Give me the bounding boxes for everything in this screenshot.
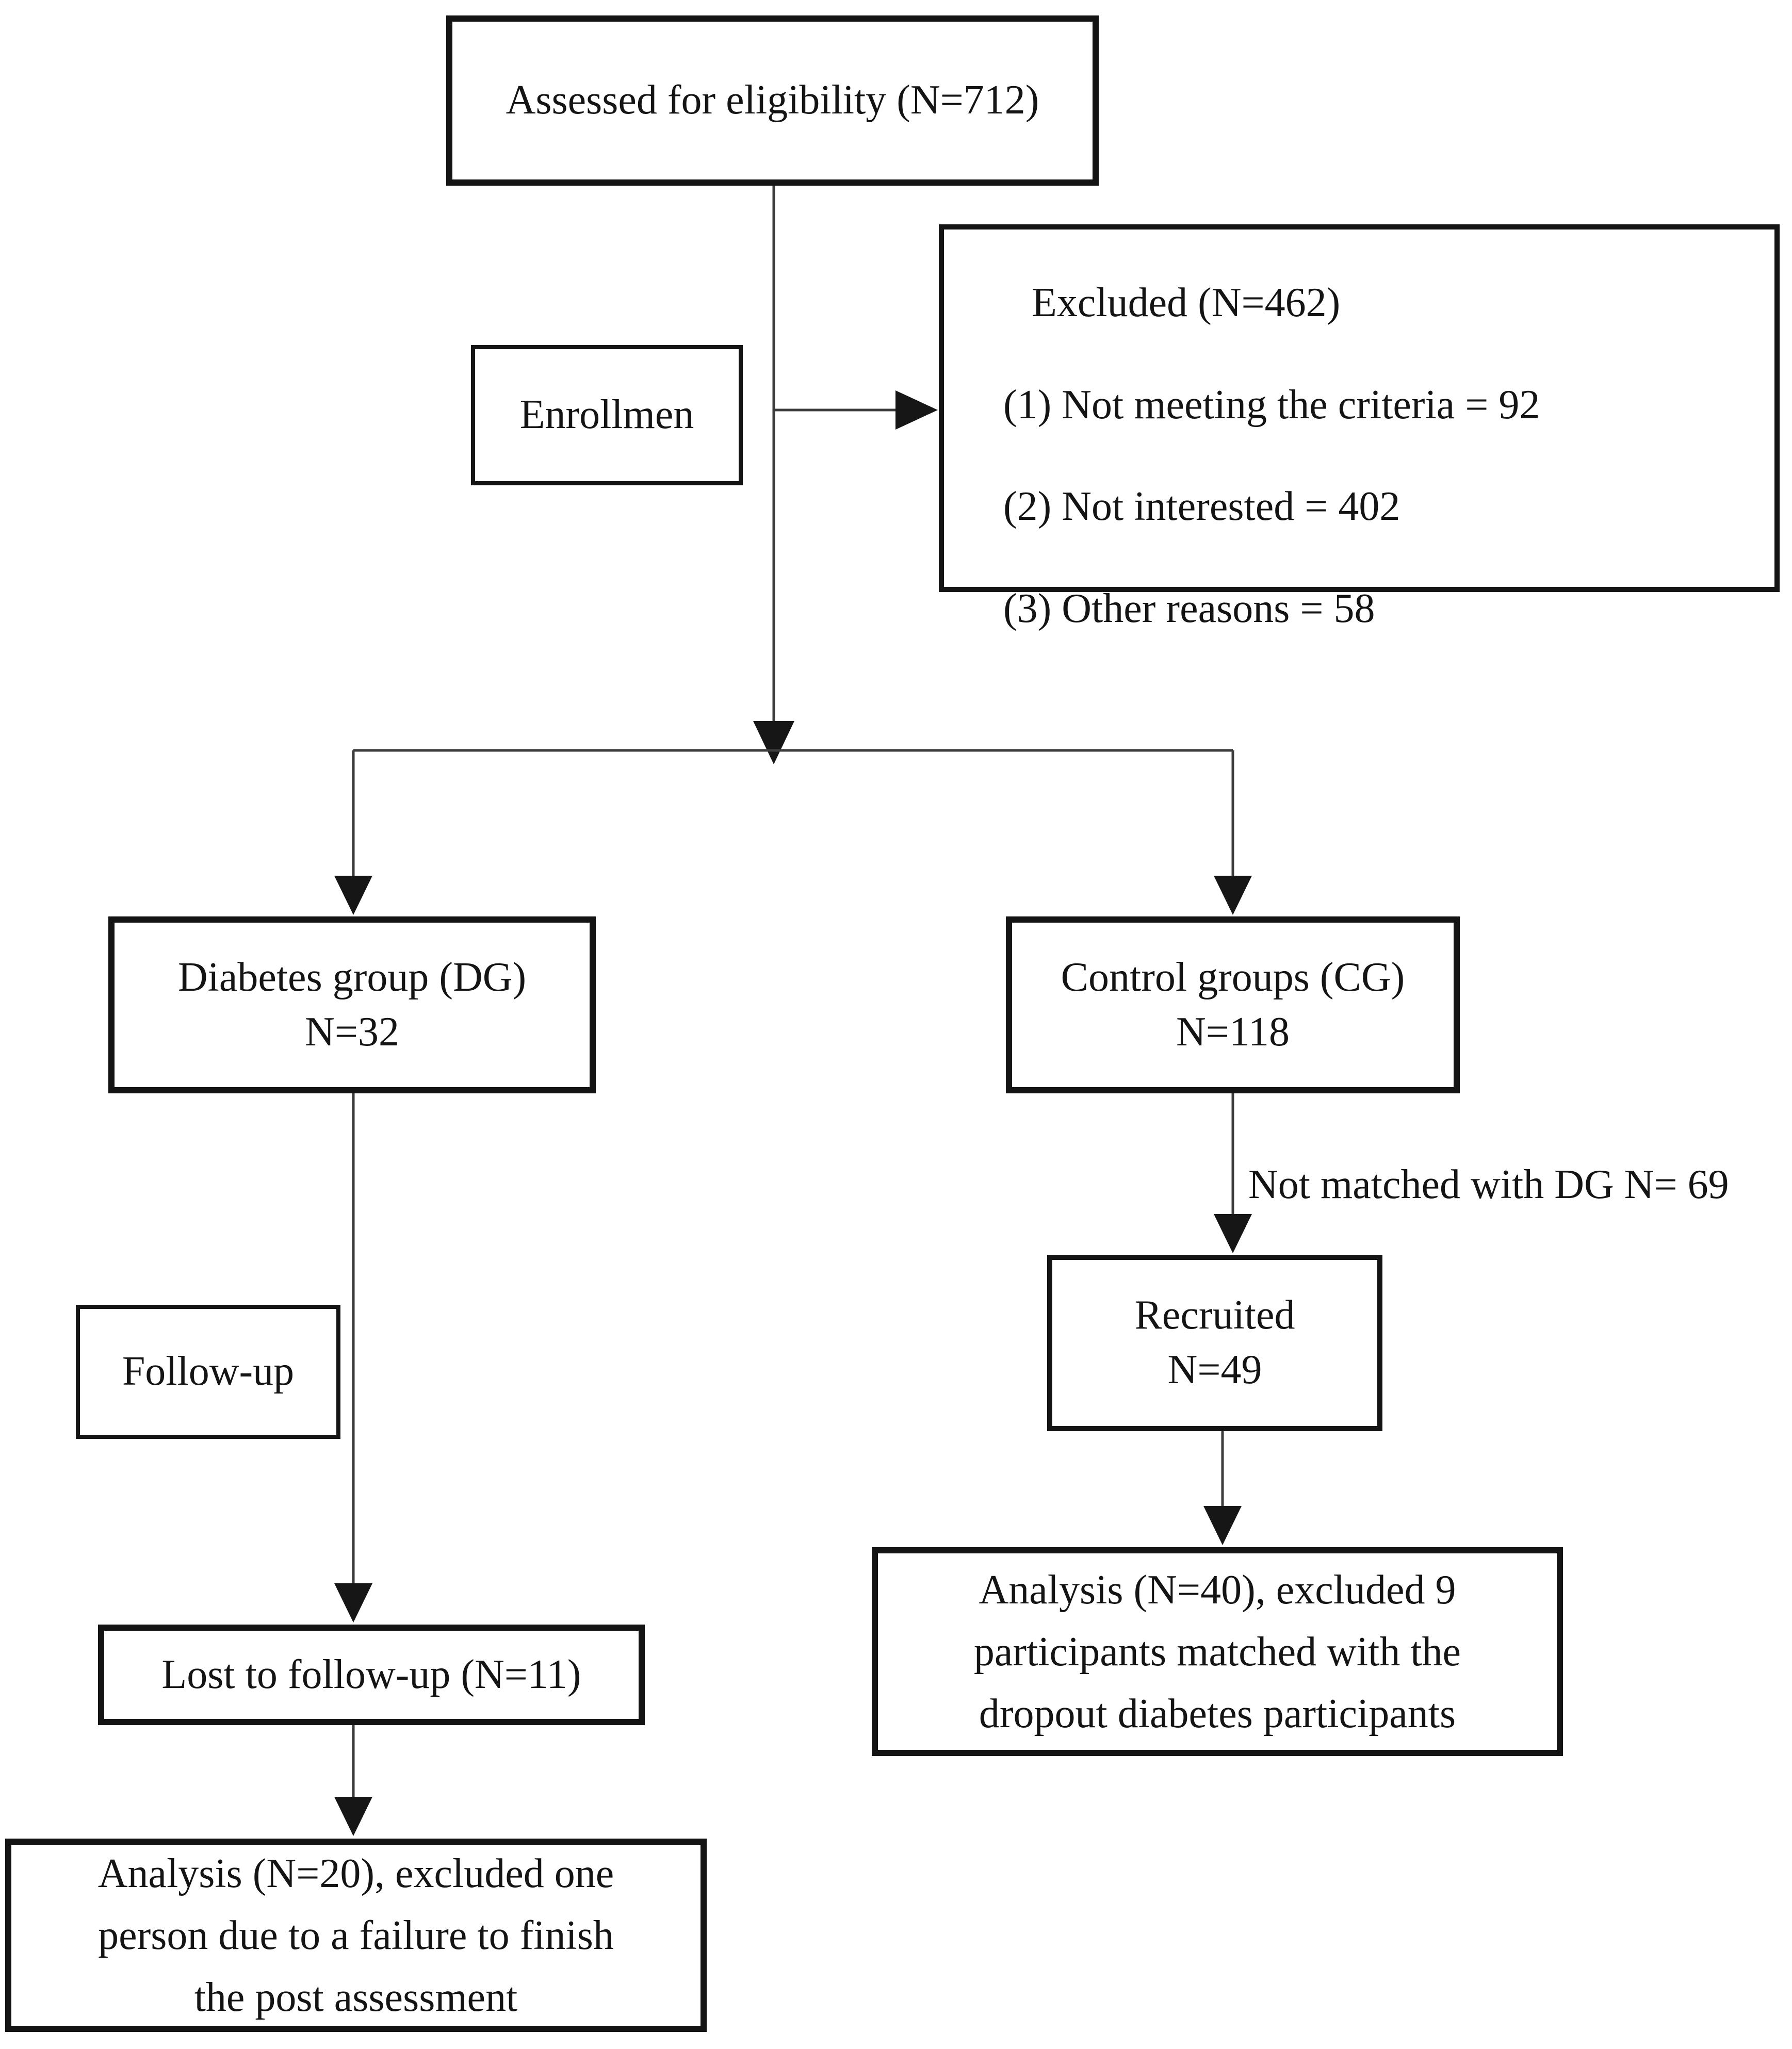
enrollment-stage-box (471, 345, 743, 485)
analysis-control-line-2: participants matched with the (973, 1629, 1461, 1675)
followup-stage-box (76, 1305, 340, 1439)
arrowhead-excluded-icon (895, 390, 938, 430)
excluded-reason-2: (2) Not interested = 402 (1003, 484, 1400, 530)
diabetes-group-box (108, 916, 596, 1093)
arrowhead-branch-icon (753, 721, 794, 764)
control-group-box (1006, 916, 1460, 1093)
not-matched-label: Not matched with DG N= 69 (1248, 1162, 1729, 1207)
diabetes-group-label: Diabetes group (DG) (177, 954, 527, 1000)
arrowhead-recruited-icon (1214, 1214, 1252, 1253)
arrowhead-analysis-dg-icon (334, 1797, 372, 1836)
recruited-box (1047, 1255, 1382, 1431)
analysis-control-box (872, 1547, 1563, 1756)
assessed-eligibility-box (446, 15, 1099, 186)
arrowhead-diabetes-icon (334, 876, 372, 915)
control-group-label: Control groups (CG) (1061, 954, 1405, 1000)
recruited-count: N=49 (1167, 1347, 1262, 1392)
analysis-diabetes-line-3: the post assessment (194, 1974, 518, 2020)
followup-stage-label: Follow-up (122, 1349, 295, 1395)
analysis-diabetes-line-2: person due to a failure to finish (98, 1912, 614, 1958)
arrowhead-control-icon (1214, 876, 1252, 915)
arrowhead-analysis-cg-icon (1203, 1506, 1242, 1545)
analysis-control-line-3: dropout diabetes participants (979, 1691, 1456, 1736)
lost-to-followup-label: Lost to follow-up (N=11) (161, 1651, 581, 1697)
control-group-count: N=118 (1176, 1009, 1290, 1055)
recruited-label: Recruited (1134, 1292, 1295, 1338)
analysis-diabetes-line-1: Analysis (N=20), excluded one (97, 1850, 614, 1896)
analysis-control-line-1: Analysis (N=40), excluded 9 (979, 1567, 1456, 1613)
excluded-box (939, 224, 1780, 631)
analysis-diabetes-box (5, 1839, 707, 2032)
diabetes-group-count: N=32 (305, 1009, 399, 1055)
excluded-title: Excluded (N=462) (1032, 280, 1341, 325)
excluded-reason-3: (3) Other reasons = 58 (1003, 585, 1375, 631)
arrowhead-lost-icon (334, 1583, 372, 1622)
enrollment-stage-label: Enrollmen (519, 392, 694, 438)
assessed-eligibility-label: Assessed for eligibility (N=712) (506, 77, 1039, 123)
excluded-reason-1: (1) Not meeting the criteria = 92 (1003, 382, 1540, 428)
lost-to-followup-box (98, 1625, 645, 1725)
